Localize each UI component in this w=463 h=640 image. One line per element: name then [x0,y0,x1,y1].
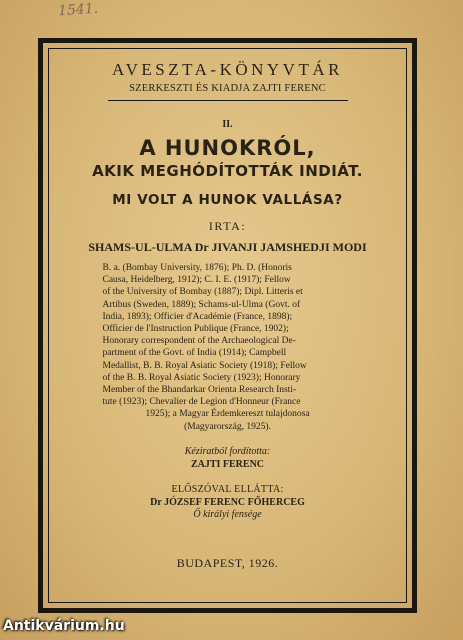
title-line-1: A HUNOKRÓL, [139,136,316,160]
bio-line: Causa, Heidelberg, 1912); C. I. E. (1917); Fellow [102,275,291,286]
bio-line: of the University of Bombay (1887); Dipl. Litteris et [102,287,303,298]
preface-author-title: Ő királyi fensége [193,508,262,520]
author-bio [103,262,353,433]
cover-content [52,56,403,596]
bio-line: India, 1893); Officier d'Académie (France, 1898); [102,311,293,322]
bio-line: of the B. B. Royal Asiatic Society (1923); Honorary [102,372,301,383]
volume-number: II. [222,119,233,130]
title-line-3: MI VOLT A HUNOK VALLÁSA? [112,192,343,208]
bio-line: partment of the Govt. of India (1914); Campbell [102,348,287,359]
bio-line: Officier de l'Instruction Publique (France, 1902); [102,324,289,335]
watermark: Antikvárium.hu [3,618,125,634]
translator-name: ZAJTI FERENC [190,458,265,470]
preface-label: ELŐSZÓVAL ELLÁTTA: [171,483,284,495]
editors-line: SZERKESZTI ÉS KIADJA ZAJTI FERENC [129,83,326,94]
place-year: BUDAPEST, 1926. [176,555,279,570]
bio-line: B. a. (Bombay University, 1876); Ph. D. (Honoris [102,263,292,273]
handwritten-note: 1541. [57,0,99,20]
bio-line: Honorary correspondent of the Archaeological De- [102,336,296,347]
title-line-2: AKIK MEGHÓDÍTOTTÁK INDIÁT. [92,162,363,180]
preface-author: Dr JÓZSEF FERENC FŐHERCEG [150,496,305,508]
bio-line: (Magyarország, 1925). [184,421,271,432]
author-name: SHAMS-UL-ULMA Dr JIVANJI JAMSHEDJI MODI [88,240,367,254]
written-by-label: IRTA: [208,219,247,233]
bio-line: Artibus (Sweden, 1889); Schams-ul-Ulma (Govt. of [102,299,301,310]
translated-label: Kéziratból fordította: [184,445,271,457]
bio-line: tute (1923); Chevalier de Legion d'Honneur (France [102,397,301,408]
divider [108,100,348,101]
series-title: AVESZTA-KÖNYVTÁR [112,60,343,79]
bio-line: 1925); a Magyar Érdemkereszt tulajdonosa [145,409,310,420]
bio-line: Medallist, B. B. Royal Asiatic Society (1918); Fellow [102,360,307,371]
bio-line: Member of the Bhandarkar Orienta Research Insti- [102,385,297,396]
